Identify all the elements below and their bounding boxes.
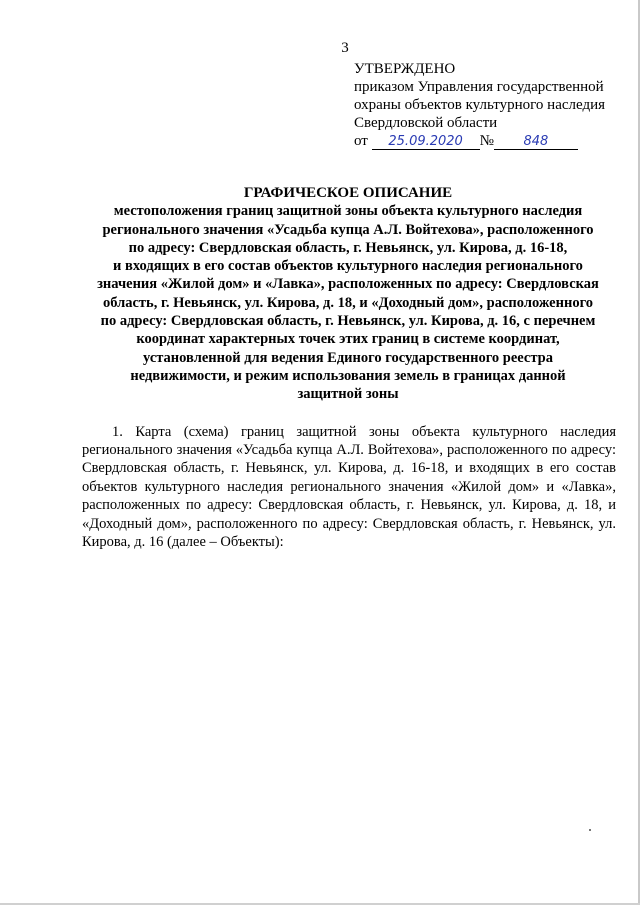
heading-line: по адресу: Свердловская область, г. Невьянск, ул. Кирова, д. 16, с перечнем — [100, 313, 596, 330]
heading-line: область, г. Невьянск, ул. Кирова, д. 18, и «Доходный дом», расположенного — [102, 294, 594, 311]
heading-line: регионального значения «Усадьба купца А.Л. Войтехова», расположенного — [102, 221, 594, 238]
approval-stamp — [354, 60, 624, 150]
scan-speck — [589, 829, 591, 831]
heading-line: и входящих в его состав объектов культурного наследия регионального — [113, 258, 583, 275]
document-title: ГРАФИЧЕСКОЕ ОПИСАНИЕ — [243, 185, 453, 201]
number-label: № — [479, 133, 494, 149]
approval-line-3: Свердловской области — [354, 115, 498, 131]
from-label: от — [354, 133, 368, 149]
heading-line: защитной зоны — [297, 386, 399, 403]
heading-line: значения «Жилой дом» и «Лавка», расположенных по адресу: Свердловская — [97, 276, 599, 293]
heading-line: недвижимости, и режим использования земель в границах данной — [130, 367, 566, 384]
body-paragraph-1: 1. Карта (схема) границ защитной зоны объекта культурного наследия регионального значения «Усадьба купца А.Л. Войтехова», расположенного по адресу: Свердловская область, г. Невьянск, ул. Кирова, д. 16-18, и входящих в его состав объектов культурного наследия регионального значения «Жилой дом» и «Лавка», расположенных по адресу: Свердловская область, г. Невьянск, ул. Кирова, д. 18, и «Доходный дом», расположенного по адресу: Свердловская область, г. Невьянск, ул. Кирова, д. 16 (далее – Объекты): — [82, 423, 616, 550]
approval-line-2: охраны объектов культурного наследия — [354, 97, 606, 113]
heading-line: по адресу: Свердловская область, г. Невьянск, ул. Кирова, д. 16-18, — [128, 239, 568, 256]
heading-line: местоположения границ защитной зоны объекта культурного наследия — [113, 203, 583, 220]
page-number: 3 — [341, 40, 349, 56]
handwritten-date: 25.09.2020 — [372, 135, 480, 150]
approval-title: УТВЕРЖДЕНО — [354, 61, 456, 77]
document-heading — [78, 184, 618, 404]
approval-line-1: приказом Управления государственной — [354, 79, 604, 95]
approval-date-number-line — [354, 132, 624, 150]
heading-line: установленной для ведения Единого государственного реестра — [143, 349, 553, 366]
heading-line: координат характерных точек этих границ в системе координат, — [136, 331, 560, 348]
handwritten-number: 848 — [494, 135, 578, 150]
